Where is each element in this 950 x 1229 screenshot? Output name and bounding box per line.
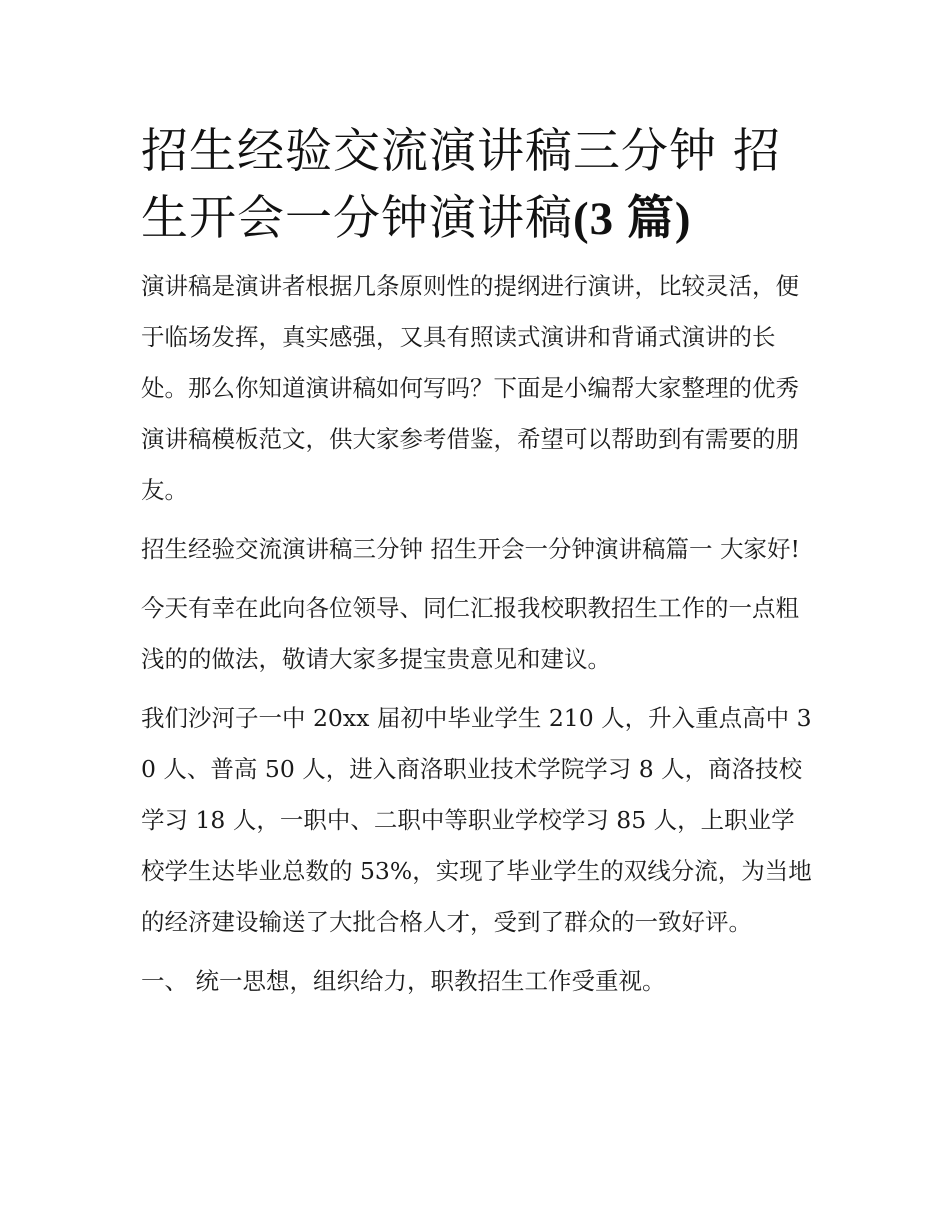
section-heading-paragraph: 招生经验交流演讲稿三分钟 招生开会一分钟演讲稿篇一 大家好!: [141, 535, 800, 563]
document-content: [141, 118, 813, 1007]
opening-paragraph: 今天有幸在此向各位领导、同仁汇报我校职教招生工作的一点粗浅的的做法，敬请大家多提宝贵意见和建议。: [141, 594, 799, 673]
statistics-paragraph: 我们沙河子一中 20xx 届初中毕业学生 210 人，升入重点高中 30 人、普高 50 人，进入商洛职业技术学院学习 8 人，商洛技校学习 18 人，一职中、二职中等职业学校学习 85 人，上职业学校学生达毕业总数的 53%，实现了毕业学生的双线分流，为当地的经济建设输送了大批合格人才，受到了群众的一致好评。: [141, 704, 812, 936]
title-line-2-text: 生开会一分钟演讲稿: [141, 191, 573, 246]
point-one-heading: 一、 统一思想，组织给力，职教招生工作受重视。: [141, 967, 666, 995]
intro-paragraph: 演讲稿是演讲者根据几条原则性的提纲进行演讲，比较灵活，便于临场发挥，真实感强，又具有照读式演讲和背诵式演讲的长处。那么你知道演讲稿如何写吗？下面是小编帮大家整理的优秀演讲稿模板范文，供大家参考借鉴，希望可以帮助到有需要的朋友。: [141, 272, 799, 504]
title-line-2-count: (3 篇): [573, 193, 692, 245]
document-title: [141, 118, 813, 253]
title-line-1: 招生经验交流演讲稿三分钟 招: [141, 124, 781, 179]
